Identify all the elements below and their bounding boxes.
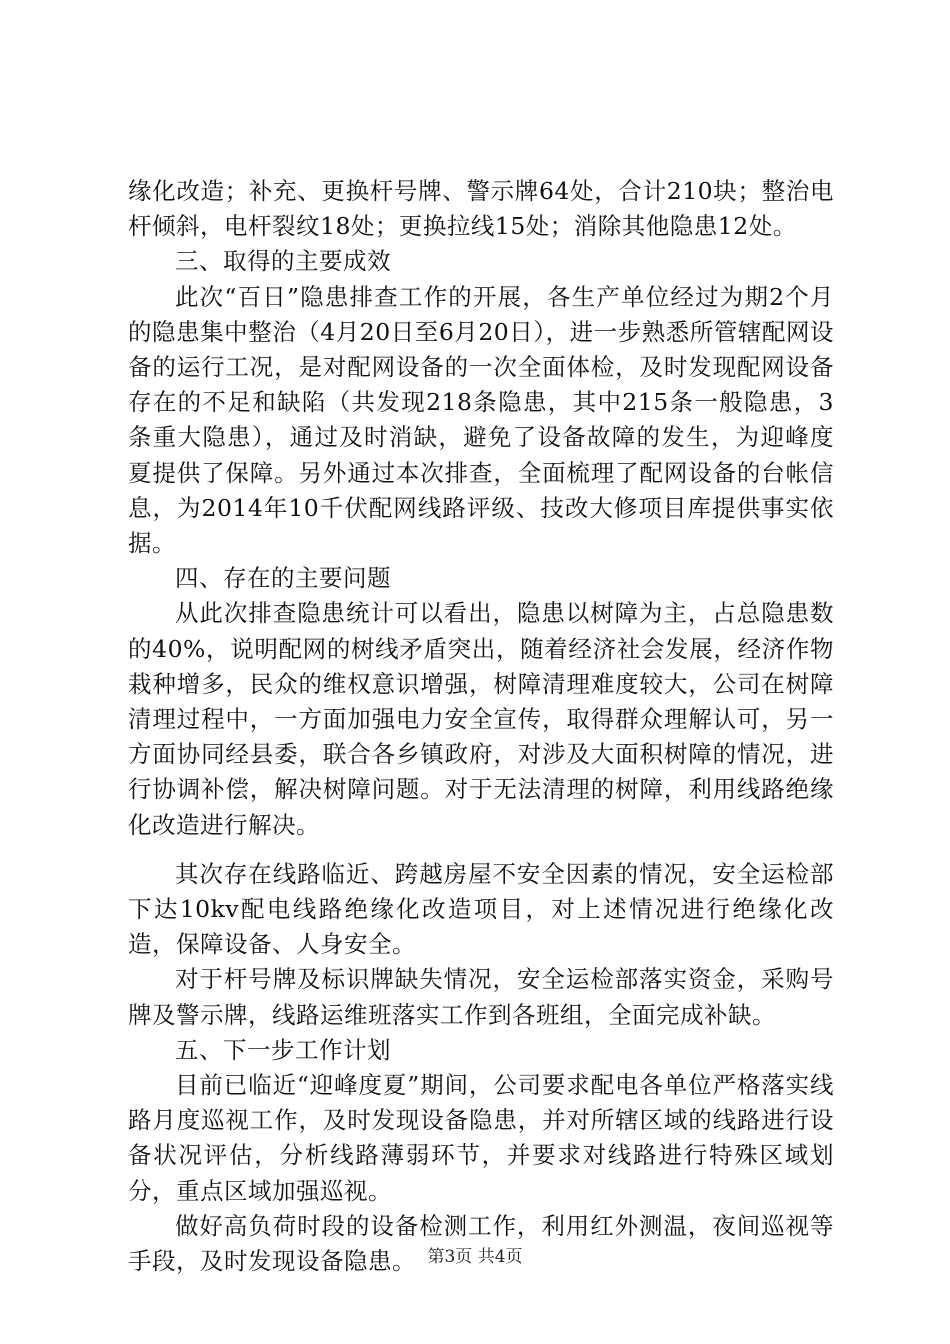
- paragraph-house-proximity: 其次存在线路临近、跨越房屋不安全因素的情况，安全运检部下达10kv配电线路绝缘化改造项目，对上述情况进行绝缘化改造，保障设备、人身安全。: [128, 859, 834, 959]
- page-footer: 第3页 共4页: [427, 1247, 523, 1267]
- paragraph-tree-obstacles: 从此次排查隐患统计可以看出，隐患以树障为主，占总隐患数的40%，说明配网的树线矛盾突出，随着经济社会发展，经济作物栽种增多，民众的维权意识增强，树障清理难度较大，公司在树障清理过程中，一方面加强电力安全宣传，取得群众理解认可，另一方面协同经县委，联合各乡镇政府，对涉及大面积树障的情况，进行协调补偿，解决树障问题。对于无法清理的树障，利用线路绝缘化改造进行解决。: [128, 599, 834, 839]
- paragraph-high-load-detection: 做好高负荷时段的设备检测工作，利用红外测温，夜间巡视等手段，及时发现设备隐患。: [128, 1211, 834, 1276]
- paragraph-patrol-plan: 目前已临近“迎峰度夏”期间，公司要求配电各单位严格落实线路月度巡视工作，及时发现设备隐患，并对所辖区域的线路进行设备状况评估，分析线路薄弱环节，并要求对线路进行特殊区域划分，重点区域加强巡视。: [128, 1071, 834, 1205]
- paragraph-continuation: 缘化改造；补充、更换杆号牌、警示牌64处，合计210块；整治电杆倾斜，电杆裂纹18处；更换拉线15处；消除其他隐患12处。: [128, 177, 834, 241]
- section-heading-next-plan: 五、下一步工作计划: [175, 1035, 391, 1064]
- section-heading-problems: 四、存在的主要问题: [175, 564, 391, 593]
- document-body: [128, 174, 834, 1279]
- section-heading-achievements: 三、取得的主要成效: [175, 247, 391, 276]
- paragraph-achievements: 此次“百日”隐患排查工作的开展，各生产单位经过为期2个月的隐患集中整治（4月20日至6月20日），进一步熟悉所管辖配网设备的运行工况，是对配网设备的一次全面体检，及时发现配网设备存在的不足和缺陷（共发现218条隐患，其中215条一般隐患，3条重大隐患），通过及时消缺，避免了设备故障的发生，为迎峰度夏提供了保障。另外通过本次排查，全面梳理了配网设备的台帐信息，为2014年10千伏配网线路评级、技改大修项目库提供事实依据。: [128, 282, 834, 558]
- paragraph-missing-signs: 对于杆号牌及标识牌缺失情况，安全运检部落实资金，采购号牌及警示牌，线路运维班落实工作到各班组，全面完成补缺。: [128, 965, 834, 1029]
